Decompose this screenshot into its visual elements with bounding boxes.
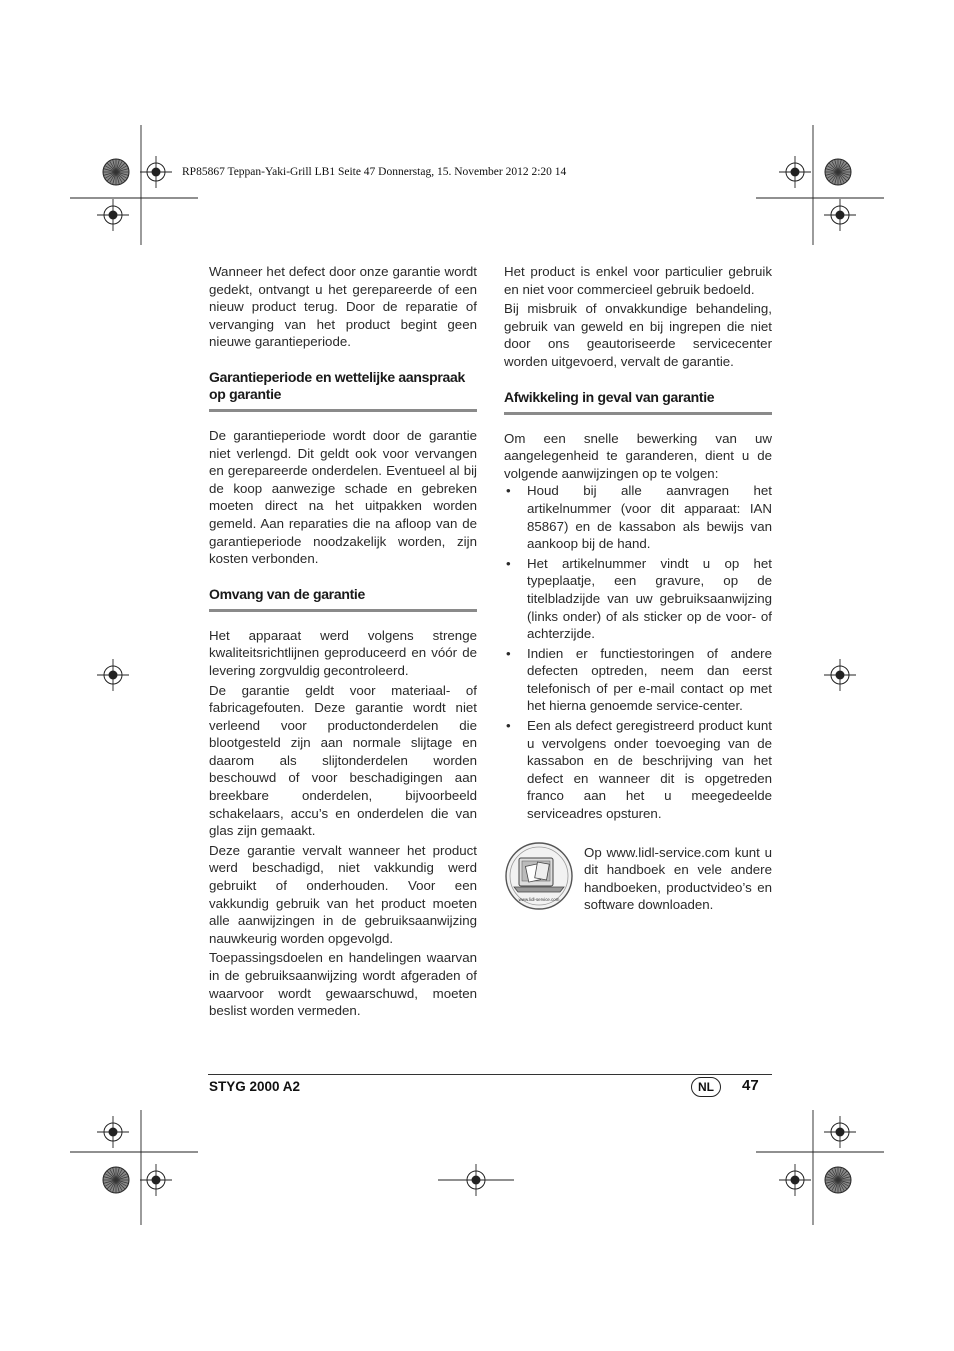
paragraph: De garantieperiode wordt door de garantie niet verlengd. Dit geldt ook voor vervangen en gerepareerde onderdelen. Eventueel al bij de koop aanwezige schade en gebreken moeten direct na het uitpakken worden gemeld. Aan reparaties die na afloop van de garantieperiode noodzakelijk worden, zijn kosten verbonden. [209, 427, 477, 567]
paragraph: Bij misbruik of onvakkundige behandeling, gebruik van geweld en bij ingrepen die niet door ons geautoriseerde servicecenter worden uitgevoerd, vervalt de garantie. [504, 301, 772, 369]
color-rosette-mark [103, 159, 129, 185]
list-item: • Een als defect geregistreerd product kunt u vervolgens onder toevoeging van de kassabon en de beschrijving van het defect en wanneer dit is opgetreden franco aan het u meegedeelde serviceadres opsturen. [504, 717, 772, 823]
list-item: • Indien er functiestoringen of andere defecten optreden, neem dan eerst telefonisch of per e-mail contact op met het hierna genoemde service-center. [504, 645, 772, 715]
color-rosette-mark [825, 1167, 851, 1193]
lidl-service-download-icon [504, 841, 574, 911]
download-text: Op www.lidl-service.com kunt u dit handboek en vele andere handboeken, productvideo’s en software downloaden. [584, 844, 772, 913]
paragraph: De garantie geldt voor materiaal- of fabricagefouten. Deze garantie wordt niet verleend voor productonderdelen die blootgesteld zijn aan normale slijtage en daarom als slijtonderdelen worden beschouwd of voor beschadigingen aan breekbare onderdelen, bijvoorbeeld schakelaars, accu’s en onderdelen die van glas zijn gemaakt. [209, 682, 477, 839]
model-number: STYG 2000 A2 [209, 1079, 301, 1094]
paragraph: Toepassingsdoelen en handelingen waarvan in de gebruiksaanwijzing wordt afgeraden of waarvoor wordt gewaarschuwd, moeten beslist worden vermeden. [209, 950, 477, 1019]
print-slug-line: RP85867 Teppan-Yaki-Grill LB1 Seite 47 Donnerstag, 15. November 2012 2:20 14 [182, 166, 567, 178]
left-column [209, 263, 477, 1022]
list-item: • Houd bij alle aanvragen het artikelnummer (voor dit apparaat: IAN 85867) en de kassabon als bewijs van aankoop bij de hand. [504, 482, 772, 552]
page-number: 47 [742, 1077, 759, 1094]
paragraph: Om een snelle bewerking van uw aangelegenheid te garanderen, dient u de volgende aanwijzingen op te volgen: [504, 430, 772, 481]
icon-caption: www.lidl-service.com [518, 896, 560, 902]
paragraph: Deze garantie vervalt wanneer het product werd beschadigd, niet vakkundig werd gebruikt of onderhouden. Voor een vakkundig gebruik van het product moeten alle aanwijzingen in de gebruiksaanwijzing nauwkeurig worden opgevolgd. [209, 842, 477, 946]
footer-rule [208, 1074, 772, 1075]
download-info [504, 844, 772, 914]
list-item: • Het artikelnummer vindt u op het typeplaatje, een gravure, op de titelbladzijde van uw gebruiksaanwijzing (links onder) of als sticker op de voor- of achterzijde. [504, 555, 772, 643]
right-column [504, 263, 772, 914]
color-rosette-mark [103, 1167, 129, 1193]
instruction-list [504, 482, 772, 822]
paragraph: Wanneer het defect door onze garantie wordt gedekt, ontvangt u het gerepareerde of een nieuw product terug. Door de reparatie of vervanging van het product begint geen nieuwe garantieperiode. [209, 264, 477, 350]
paragraph: Het product is enkel voor particulier gebruik en niet voor commercieel gebruik bedoeld. [504, 264, 772, 297]
section-heading-omvang: Omvang van de garantie [209, 586, 477, 612]
section-heading-garantieperiode: Garantieperiode en wettelijke aanspraak op garantie [209, 369, 477, 412]
paragraph: Het apparaat werd volgens strenge kwaliteitsrichtlijnen geproduceerd en vóór de levering zorgvuldig gecontroleerd. [209, 627, 477, 678]
language-badge: NL [691, 1077, 721, 1097]
section-heading-afwikkeling: Afwikkeling in geval van garantie [504, 389, 772, 415]
color-rosette-mark [825, 159, 851, 185]
